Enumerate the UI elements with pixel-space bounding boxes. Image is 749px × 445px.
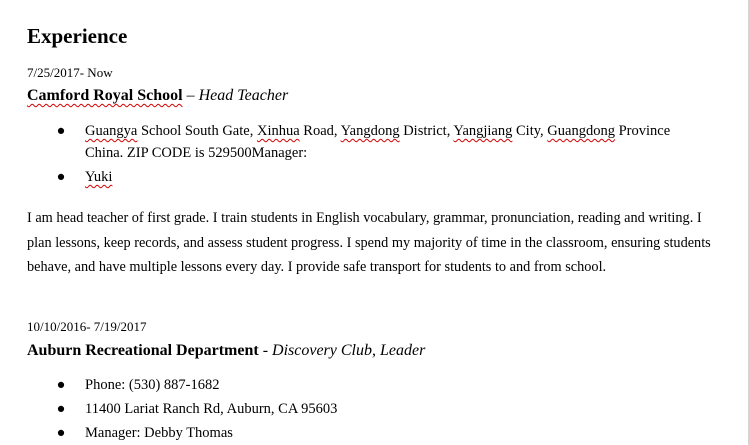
bullet-icon: ● (56, 401, 66, 417)
list-item (0, 166, 705, 188)
bullet-icon: ● (56, 377, 66, 393)
job-date: 7/25/2017- Now (27, 65, 113, 80)
job-title (27, 86, 288, 106)
bullet-icon: ● (56, 425, 66, 441)
list-item-text: 11400 Lariat Ranch Rd, Auburn, CA 95603 (85, 401, 338, 417)
job-title (27, 341, 425, 361)
job-details-list (0, 120, 705, 190)
list-item-text: Manager: Debby Thomas (85, 425, 233, 441)
job-role: Head Teacher (198, 87, 289, 104)
list-item-text: Guangya School South Gate, Xinhua Road, Yangdong District, Yangjiang City, Guangdong Province China. ZIP CODE is 529500Manager: (85, 123, 671, 161)
job-details-list (0, 374, 705, 445)
job-organization: Camford Royal School (27, 87, 183, 104)
job-organization: Auburn Recreational Department (27, 342, 259, 359)
job-role: Discovery Club, Leader (272, 342, 426, 359)
bullet-icon: ● (56, 169, 66, 185)
list-item (0, 422, 705, 444)
section-heading-experience: Experience (27, 24, 128, 48)
list-item (0, 374, 705, 396)
job-description: I am head teacher of first grade. I train students in English vocabulary, grammar, pronunciation, reading and writing. I plan lessons, keep records, and assess student progress. I spend my majority of time in the classroom, ensuring students behave, and have multiple lessons every day. I provide safe transport for students to and from school. (27, 210, 711, 275)
list-item (0, 120, 705, 164)
job-title-separator: - (258, 342, 273, 359)
list-item-text: Phone: (530) 887-1682 (85, 377, 220, 393)
list-item-text: Yuki (85, 169, 113, 185)
bullet-icon: ● (56, 123, 66, 139)
list-item (0, 398, 705, 420)
job-date: 10/10/2016- 7/19/2017 (27, 319, 147, 334)
job-title-separator: – (182, 87, 199, 104)
